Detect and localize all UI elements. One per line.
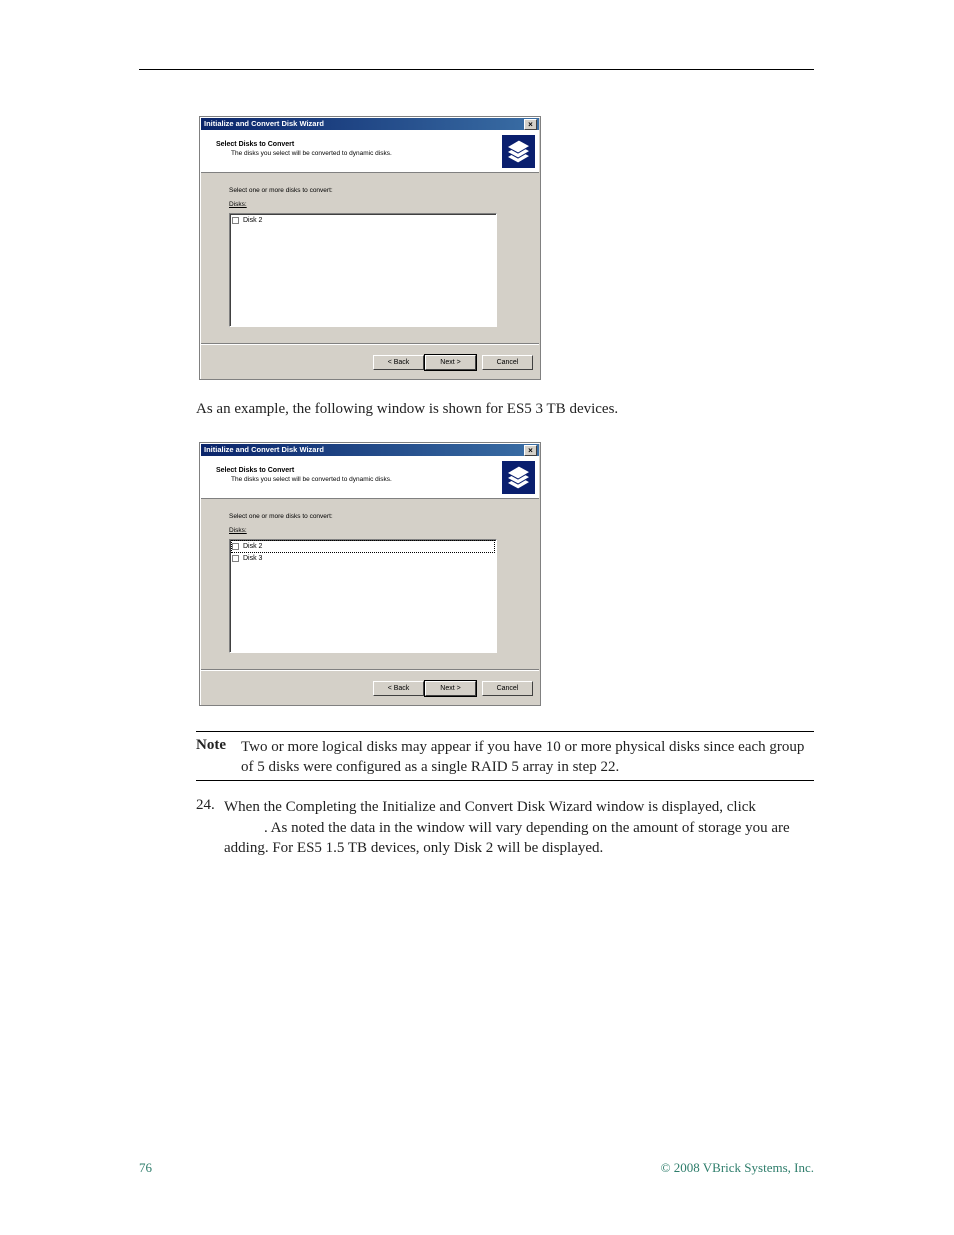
note-label: Note bbox=[196, 737, 226, 753]
wizard-header-subtitle: The disks you select will be converted to dynamic disks. bbox=[231, 150, 392, 157]
disk-label: Disk 3 bbox=[243, 555, 263, 562]
disk-label: Disk 2 bbox=[243, 543, 263, 550]
note-rule-bottom bbox=[196, 780, 814, 781]
disk-list[interactable] bbox=[229, 213, 497, 327]
step-text bbox=[224, 797, 814, 859]
disk-checkbox[interactable] bbox=[232, 217, 239, 224]
step-number: 24. bbox=[196, 797, 215, 813]
wizard-header-title: Select Disks to Convert bbox=[216, 141, 295, 148]
wizard-titlebar bbox=[201, 444, 539, 456]
caption-text: As an example, the following window is shown for ES5 3 TB devices. bbox=[196, 401, 619, 417]
page-number: 76 bbox=[139, 1160, 152, 1175]
disk-checkbox[interactable] bbox=[232, 543, 239, 550]
button-separator bbox=[201, 669, 539, 671]
disk-item[interactable] bbox=[232, 541, 494, 552]
wizard-header-subtitle: The disks you select will be converted to dynamic disks. bbox=[231, 476, 392, 483]
disks-label: Disks: bbox=[229, 527, 247, 534]
wizard-header bbox=[201, 130, 539, 173]
wizard-window-1 bbox=[199, 116, 541, 380]
disk-item[interactable] bbox=[232, 553, 496, 564]
wizard-header bbox=[201, 456, 539, 499]
wizard-header-title: Select Disks to Convert bbox=[216, 467, 295, 474]
instruction-text: Select one or more disks to convert: bbox=[229, 187, 333, 194]
cancel-button[interactable]: Cancel bbox=[482, 355, 533, 370]
next-button[interactable]: Next > bbox=[425, 681, 476, 696]
copyright: © 2008 VBrick Systems, Inc. bbox=[660, 1160, 814, 1175]
wizard-title: Initialize and Convert Disk Wizard bbox=[204, 445, 324, 454]
disk-checkbox[interactable] bbox=[232, 555, 239, 562]
note-rule-top bbox=[196, 731, 814, 732]
step-text-part-b: . As noted the data in the window will vary depending on the amount of storage you are adding. For ES5 1.5 TB devices, only Disk 2 will be displayed. bbox=[224, 819, 790, 856]
instruction-text: Select one or more disks to convert: bbox=[229, 513, 333, 520]
close-button[interactable]: × bbox=[524, 445, 537, 456]
cancel-button[interactable]: Cancel bbox=[482, 681, 533, 696]
header-rule bbox=[139, 69, 814, 70]
wizard-titlebar bbox=[201, 118, 539, 130]
wizard-title: Initialize and Convert Disk Wizard bbox=[204, 119, 324, 128]
disk-stack-icon bbox=[502, 461, 535, 494]
wizard-window-2 bbox=[199, 442, 541, 706]
step-text-part-a: When the Completing the Initialize and Convert Disk Wizard window is displayed, click bbox=[224, 799, 756, 815]
disk-stack-icon bbox=[502, 135, 535, 168]
note-text: Two or more logical disks may appear if you have 10 or more physical disks since each group of 5 disks were configured as a single RAID 5 array in step 22. bbox=[241, 739, 805, 775]
close-button[interactable]: × bbox=[524, 119, 537, 130]
disk-item[interactable] bbox=[232, 215, 496, 226]
next-button[interactable]: Next > bbox=[425, 355, 476, 370]
back-button[interactable]: < Back bbox=[373, 355, 424, 370]
disk-list[interactable] bbox=[229, 539, 497, 653]
disk-label: Disk 2 bbox=[243, 217, 263, 224]
back-button[interactable]: < Back bbox=[373, 681, 424, 696]
disks-label: Disks: bbox=[229, 201, 247, 208]
button-separator bbox=[201, 343, 539, 345]
